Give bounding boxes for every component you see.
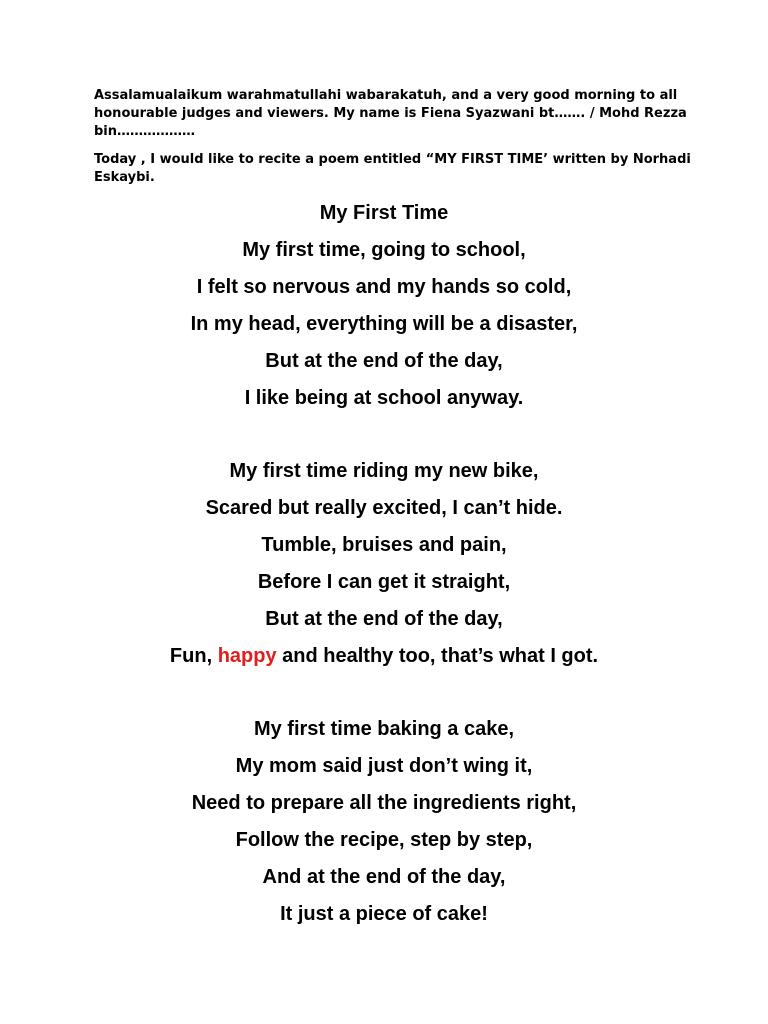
poem-line: In my head, everything will be a disaster, [190,313,578,335]
poem-line: Before I can get it straight, [257,571,511,593]
poem-title: My First Time [319,202,449,224]
poem-line: My mom said just don’t wing it, [235,755,533,777]
poem [0,195,768,933]
highlighted-word: happy [217,645,277,667]
stanza-gap [0,417,768,453]
poem-line: Scared but really excited, I can’t hide. [205,497,563,519]
announcement-period: . [149,170,155,185]
poem-line: But at the end of the day, [265,350,503,372]
poem-line: And at the end of the day, [262,866,506,888]
line-start: Fun, [169,645,218,667]
poem-line: My first time, going to school, [242,239,526,261]
intro-announcement [94,151,694,187]
poem-line: Tumble, bruises and pain, [261,534,507,556]
poem-line: Need to prepare all the ingredients right, [191,792,577,814]
poem-line: I like being at school anyway. [244,387,524,409]
poem-line-highlighted [0,638,768,675]
poem-line: My first time riding my new bike, [229,460,539,482]
poem-line: I felt so nervous and my hands so cold, [196,276,572,298]
announcement-text: Today , I would like to recite a poem entitled “MY FIRST TIME’ written by Norhadi Eskaybi [94,152,691,185]
line-end: and healthy too, that’s what I got. [276,645,599,667]
stanza-gap [0,675,768,711]
poem-line: It just a piece of cake! [280,903,488,925]
poem-line: Follow the recipe, step by step, [235,829,533,851]
poem-line: But at the end of the day, [265,608,503,630]
poem-line: My first time baking a cake, [253,718,515,740]
intro-greeting: Assalamualaikum warahmatullahi wabarakatuh, and a very good morning to all honourable judges and viewers. My name is Fiena Syazwani bt……. / Mohd Rezza bin……………… [94,88,687,139]
